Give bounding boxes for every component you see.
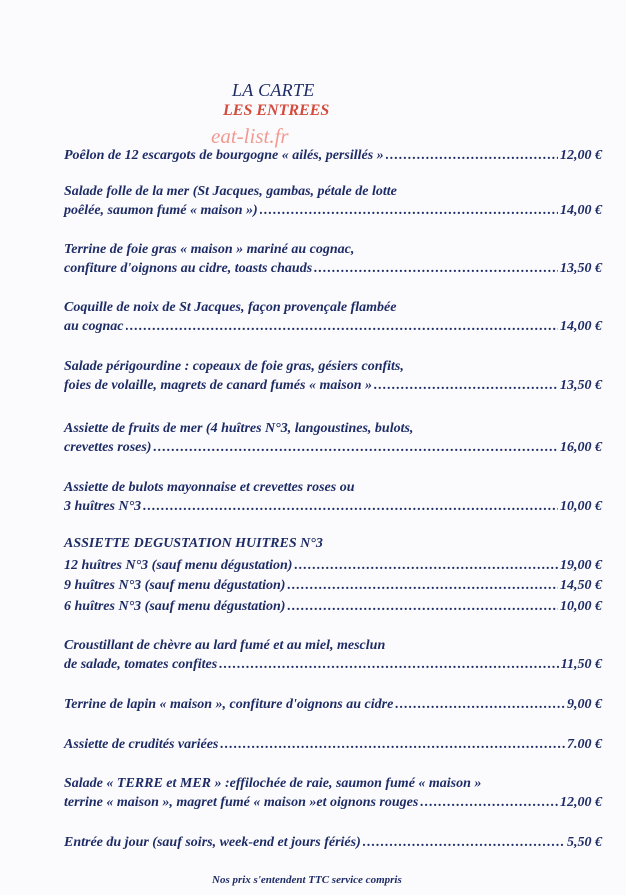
dot-leader (153, 438, 558, 457)
menu-item-line (64, 259, 602, 278)
menu-item-text: Assiette de bulots mayonnaise et crevettes roses ou (64, 480, 355, 495)
menu-item-text: Salade folle de la mer (St Jacques, gambas, pétale de lotte (64, 184, 397, 199)
menu-item-line (64, 182, 602, 201)
dot-leader (395, 695, 565, 714)
menu-item-line (64, 774, 602, 793)
degustation-line (64, 556, 602, 575)
menu-item-text: crevettes roses) (64, 440, 152, 455)
menu-item-text: au cognac (64, 319, 124, 334)
menu-item-price: 9,00 € (567, 697, 602, 712)
menu-item-price: 16,00 € (560, 440, 602, 455)
dot-leader (363, 833, 565, 852)
dot-leader (260, 201, 558, 220)
menu-item-text: de salade, tomates confites (64, 657, 218, 672)
menu-item (64, 774, 602, 812)
footer-note: Nos prix s'entendent TTC service compris (212, 874, 402, 886)
degustation-price: 14,50 € (560, 578, 602, 593)
menu-item-line (64, 357, 602, 376)
menu-item-price: 14,00 € (560, 319, 602, 334)
menu-item-text: Salade « TERRE et MER » :effilochée de raie, saumon fumé « maison » (64, 776, 482, 791)
menu-item-line (64, 735, 602, 754)
menu-item-line (64, 438, 602, 457)
dot-leader (287, 576, 558, 595)
menu-item (64, 419, 602, 457)
menu-item (64, 735, 602, 754)
page-title: LA CARTE (232, 80, 315, 100)
menu-item-line (64, 478, 602, 497)
dot-leader (220, 735, 565, 754)
menu-item-line (64, 636, 602, 655)
menu-item-price: 13,50 € (560, 261, 602, 276)
menu-item (64, 182, 602, 220)
menu-item-text: poêlée, saumon fumé « maison ») (64, 203, 258, 218)
menu-item (64, 357, 602, 395)
menu-item (64, 146, 602, 165)
degustation-row (64, 556, 602, 575)
dot-leader (314, 259, 558, 278)
dot-leader (143, 497, 558, 516)
dot-leader (126, 317, 559, 336)
menu-item-line (64, 240, 602, 259)
dot-leader (294, 556, 558, 575)
degustation-text: 6 huîtres N°3 (sauf menu dégustation) (64, 599, 286, 614)
menu-item-line (64, 419, 602, 438)
menu-item-text: Entrée du jour (sauf soirs, week-end et jours fériés) (64, 835, 361, 850)
degustation-text: 9 huîtres N°3 (sauf menu dégustation) (64, 578, 286, 593)
degustation-line (64, 576, 602, 595)
watermark: eat-list.fr (211, 124, 289, 148)
menu-item-text: Poêlon de 12 escargots de bourgogne « ailés, persillés » (64, 148, 384, 163)
menu-item-line (64, 655, 602, 674)
menu-item-price: 7.00 € (567, 737, 602, 752)
dot-leader (219, 655, 559, 674)
menu-item-text: Salade périgourdine : copeaux de foie gras, gésiers confits, (64, 359, 404, 374)
section-subtitle: LES ENTREES (223, 102, 330, 119)
menu-item-text: 3 huîtres N°3 (64, 499, 142, 514)
menu-item (64, 636, 602, 674)
degustation-row (64, 597, 602, 616)
menu-item-price: 12,00 € (560, 795, 602, 810)
menu-item-text: Terrine de lapin « maison », confiture d'oignons au cidre (64, 697, 394, 712)
menu-item-price: 10,00 € (560, 499, 602, 514)
menu-item (64, 240, 602, 278)
menu-item-price: 13,50 € (560, 378, 602, 393)
menu-item-price: 12,00 € (560, 148, 602, 163)
degustation-heading: ASSIETTE DEGUSTATION HUITRES N°3 (64, 536, 323, 551)
menu-item-text: foies de volaille, magrets de canard fumés « maison » (64, 378, 372, 393)
menu-item-line (64, 833, 602, 852)
menu-item (64, 478, 602, 516)
degustation-price: 10,00 € (560, 599, 602, 614)
degustation-line (64, 597, 602, 616)
menu-item-text: terrine « maison », magret fumé « maison »et oignons rouges (64, 795, 419, 810)
degustation-price: 19,00 € (560, 558, 602, 573)
menu-item-text: Assiette de crudités variées (64, 737, 219, 752)
degustation-row (64, 576, 602, 595)
menu-item-line (64, 376, 602, 395)
menu-item (64, 695, 602, 714)
dot-leader (374, 376, 558, 395)
menu-item-text: Coquille de noix de St Jacques, façon provençale flambée (64, 300, 397, 315)
menu-item (64, 298, 602, 336)
menu-item-text: Assiette de fruits de mer (4 huîtres N°3, langoustines, bulots, (64, 421, 414, 436)
menu-item-line (64, 317, 602, 336)
menu-item-line (64, 793, 602, 812)
dot-leader (420, 793, 558, 812)
menu-item-text: Terrine de foie gras « maison » mariné au cognac, (64, 242, 355, 257)
dot-leader (386, 146, 558, 165)
menu-item-line (64, 146, 602, 165)
menu-item-line (64, 201, 602, 220)
menu-item-text: confiture d'oignons au cidre, toasts chauds (64, 261, 313, 276)
menu-item-line (64, 497, 602, 516)
menu-item-price: 5,50 € (567, 835, 602, 850)
degustation-text: 12 huîtres N°3 (sauf menu dégustation) (64, 558, 293, 573)
menu-item-line (64, 695, 602, 714)
dot-leader (287, 597, 558, 616)
menu-item-price: 11,50 € (560, 657, 602, 672)
menu-item-text: Croustillant de chèvre au lard fumé et au miel, mesclun (64, 638, 386, 653)
menu-item (64, 833, 602, 852)
menu-item-price: 14,00 € (560, 203, 602, 218)
menu-item-line (64, 298, 602, 317)
